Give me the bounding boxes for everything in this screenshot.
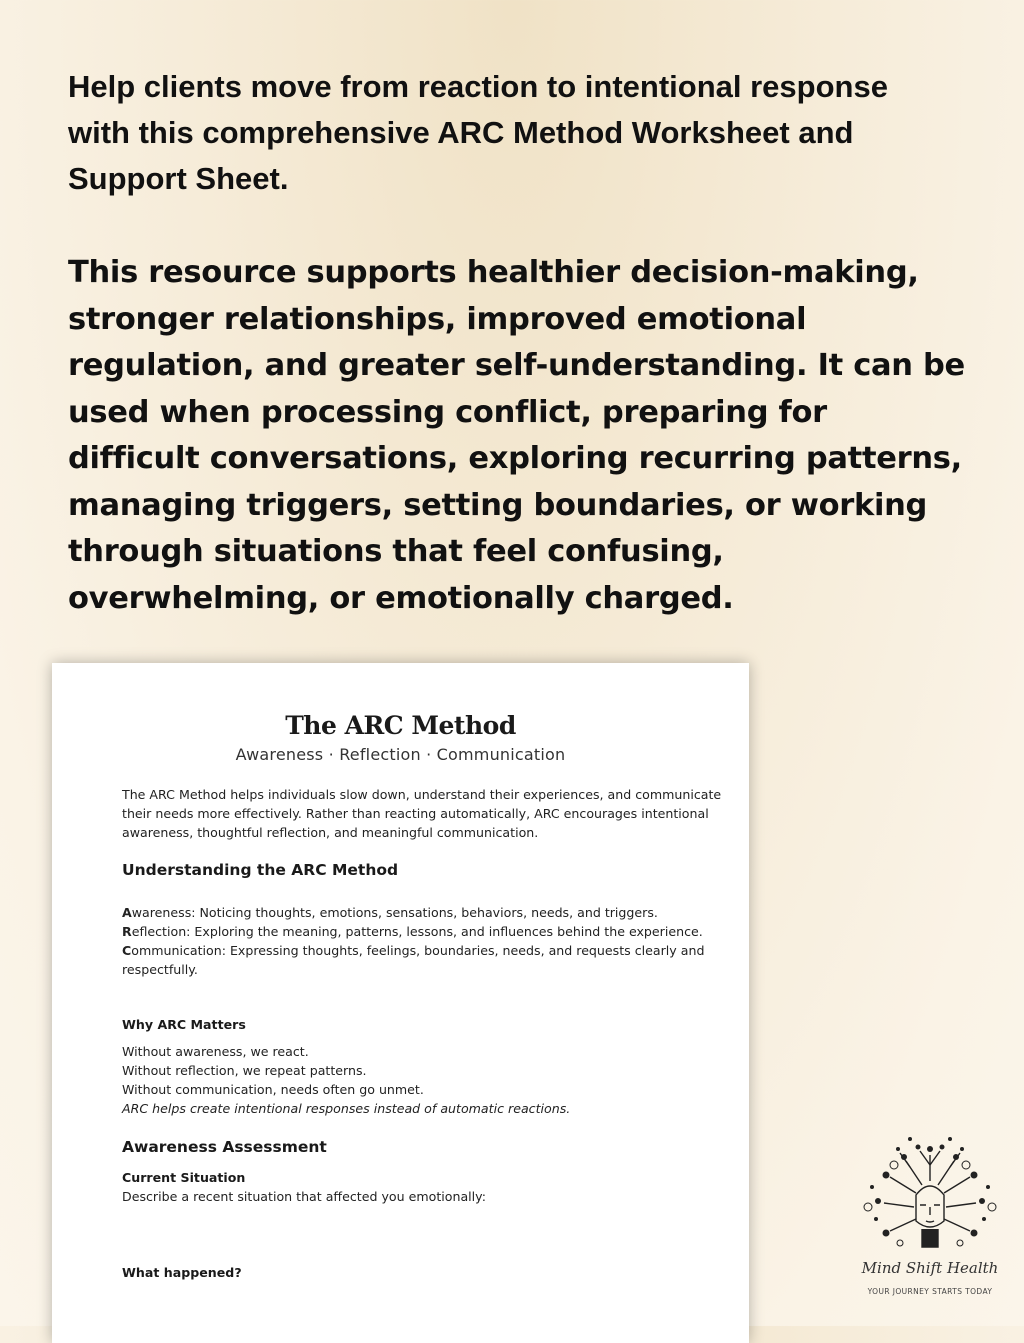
understanding-heading: Understanding the ARC Method <box>122 861 399 879</box>
logo-name: Mind Shift Health <box>861 1259 999 1277</box>
communication-definition: Communication: Expressing thoughts, feelings, boundaries, needs, and requests clearly and respectfully. <box>122 943 705 977</box>
logo-tagline: YOUR JOURNEY STARTS TODAY <box>867 1287 993 1296</box>
brand-logo <box>850 1135 1010 1305</box>
why-line: Without communication, needs often go unmet. <box>122 1082 424 1097</box>
worksheet-preview <box>52 663 749 1343</box>
worksheet-title: The ARC Method <box>285 711 516 740</box>
why-line: Without reflection, we repeat patterns. <box>122 1063 367 1078</box>
assessment-heading: Awareness Assessment <box>122 1138 327 1156</box>
awareness-definition: Awareness: Noticing thoughts, emotions, sensations, behaviors, needs, and triggers. <box>122 905 658 920</box>
description: This resource supports healthier decision-making, stronger relationships, improved emotional regulation, and greater self-understanding. It can be used when processing conflict, preparing for difficult conversations, exploring recurring patterns, managing triggers, setting boundaries, or working through situations that feel confusing, overwhelming, or emotionally charged. <box>68 255 965 616</box>
why-list <box>122 1042 712 1118</box>
what-happened-label: What happened? <box>122 1265 242 1280</box>
head-tree-logo-icon <box>850 1135 1010 1260</box>
headline: Help clients move from reaction to intentional response with this comprehensive ARC Method Worksheet and Support Sheet. <box>68 69 888 196</box>
current-situation-heading: Current Situation <box>122 1170 246 1185</box>
current-situation-prompt: Describe a recent situation that affected you emotionally: <box>122 1189 486 1204</box>
worksheet-subtitle: Awareness · Reflection · Communication <box>235 745 566 764</box>
why-line: Without awareness, we react. <box>122 1044 309 1059</box>
definitions <box>122 903 712 979</box>
why-italic-line: ARC helps create intentional responses instead of automatic reactions. <box>122 1101 571 1116</box>
reflection-definition: Reflection: Exploring the meaning, patterns, lessons, and influences behind the experience. <box>122 924 703 939</box>
why-heading: Why ARC Matters <box>122 1017 246 1032</box>
worksheet-intro: The ARC Method helps individuals slow down, understand their experiences, and communicate their needs more effectively. Rather than reacting automatically, ARC encourages intentional awareness, thoughtful reflection, and meaningful communication. <box>122 787 722 840</box>
